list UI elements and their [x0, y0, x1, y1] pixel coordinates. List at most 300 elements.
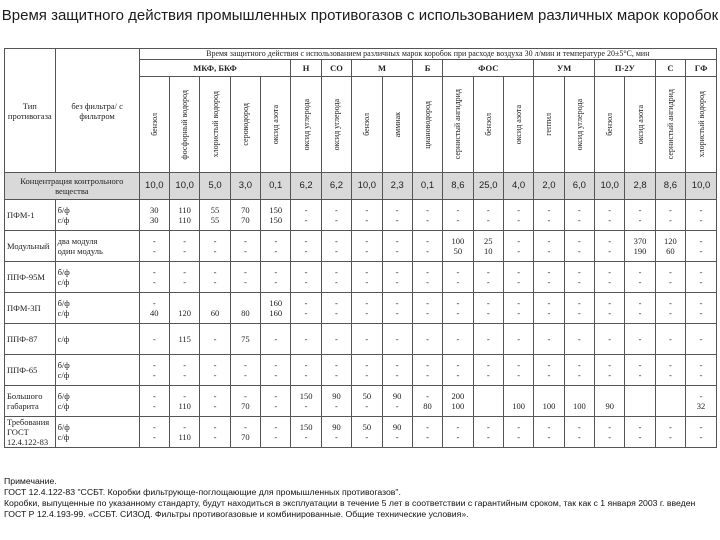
cell-value: 50 [362, 422, 372, 432]
table-cell [655, 293, 685, 324]
table-cell [230, 262, 260, 293]
cell-value [231, 298, 260, 308]
table-cell [169, 262, 199, 293]
cell-value: - [213, 401, 217, 411]
cell-value: 60 [666, 246, 675, 256]
cell-value: - [608, 334, 612, 344]
cell-value: - [183, 267, 187, 277]
table-cell [473, 386, 503, 417]
cell-value: - [152, 334, 156, 344]
cell-value: - [608, 215, 612, 225]
cell-value: - [699, 391, 703, 401]
table-cell [382, 386, 412, 417]
cell-value: - [486, 298, 490, 308]
table-cell [352, 200, 382, 231]
cell-value [504, 391, 533, 401]
table-cell [595, 355, 625, 386]
substance-label: хлористый водород [696, 91, 706, 158]
cell-value: 190 [633, 246, 647, 256]
cell-value: - [456, 277, 460, 287]
cell-value: - [243, 391, 247, 401]
cell-value: - [699, 370, 703, 380]
cell-value: - [304, 267, 308, 277]
cell-value: - [335, 215, 338, 225]
substance-label: сернистый ангидрид [665, 89, 675, 160]
cell-value: 160 [269, 308, 283, 318]
table-cell [473, 231, 503, 262]
cell-value: 110 [178, 215, 191, 225]
table-cell [412, 231, 442, 262]
cell-value: - [547, 370, 551, 380]
table-cell [595, 262, 625, 293]
row-filter [55, 386, 139, 417]
cell-value: - [456, 432, 460, 442]
table-cell [352, 262, 382, 293]
table-row [5, 324, 717, 355]
cell-value: - [517, 215, 521, 225]
filter-line: б/ф [57, 267, 70, 277]
cell-value: - [517, 308, 521, 318]
cell-value: - [426, 308, 429, 318]
table-cell [169, 386, 199, 417]
filter-line: б/ф [57, 360, 70, 370]
table-cell [382, 293, 412, 324]
cell-value: - [486, 215, 490, 225]
concentration-value: 10,0 [686, 173, 717, 200]
cell-value: - [274, 370, 278, 380]
cell-value: - [608, 246, 612, 256]
substance-header [473, 77, 503, 173]
cell-value: - [699, 298, 703, 308]
cell-value: - [243, 360, 247, 370]
row-filter [55, 293, 139, 324]
cell-value: - [335, 246, 338, 256]
cell-value: - [274, 267, 278, 277]
cell-value: - [365, 236, 369, 246]
cell-value: - [213, 267, 217, 277]
cell-value: - [426, 432, 429, 442]
cell-value: - [547, 298, 551, 308]
concentration-value: 0,1 [412, 173, 442, 200]
table-cell [503, 200, 533, 231]
cell-value: - [668, 298, 672, 308]
substance-label: циановодород [423, 100, 433, 149]
table-cell [473, 262, 503, 293]
table-cell [534, 200, 564, 231]
table-cell [564, 324, 594, 355]
table-cell [534, 262, 564, 293]
row-filter [55, 200, 139, 231]
cell-value: - [668, 308, 672, 318]
cell-value: - [183, 391, 187, 401]
cell-value: 120 [664, 236, 677, 246]
cell-value: 110 [178, 432, 191, 442]
table-cell [352, 386, 382, 417]
table-cell [595, 324, 625, 355]
cell-value: - [668, 205, 672, 215]
cell-value: - [395, 267, 399, 277]
table-cell [200, 200, 230, 231]
cell-value: 10 [484, 246, 493, 256]
group-header: ФОС [443, 60, 534, 77]
table-cell [595, 293, 625, 324]
cell-value: - [365, 401, 369, 411]
cell-value: - [486, 267, 490, 277]
cell-value: - [668, 432, 672, 442]
cell-value: - [304, 334, 308, 344]
cell-value: - [547, 308, 551, 318]
table-cell [230, 417, 260, 448]
cell-value: - [183, 277, 187, 287]
substance-header [139, 77, 169, 173]
cell-value: - [365, 432, 369, 442]
table-cell [321, 386, 351, 417]
cell-value: - [183, 360, 187, 370]
table-cell [352, 293, 382, 324]
cell-value: - [638, 205, 642, 215]
table-row [5, 386, 717, 417]
cell-value: - [213, 370, 217, 380]
row-type: ППФ-95М [5, 262, 56, 293]
cell-value: - [274, 334, 278, 344]
concentration-value: 0,1 [261, 173, 291, 200]
substance-header [169, 77, 199, 173]
table-cell [534, 417, 564, 448]
cell-value: 70 [241, 401, 250, 411]
cell-value: - [577, 360, 581, 370]
cell-value: 150 [299, 422, 313, 432]
cell-value: - [304, 205, 308, 215]
substance-header [291, 77, 321, 173]
table-cell [382, 355, 412, 386]
table-cell [625, 293, 655, 324]
cell-value: - [517, 205, 521, 215]
cell-value: - [699, 215, 703, 225]
group-header: СО [321, 60, 351, 77]
table-cell [595, 231, 625, 262]
cell-value: 150 [299, 391, 313, 401]
table-cell [503, 231, 533, 262]
filter-line: с/ф [57, 334, 70, 344]
substance-label: гептил [544, 113, 554, 136]
substance-header [564, 77, 594, 173]
cell-value [565, 391, 594, 401]
cell-value: - [699, 267, 703, 277]
cell-value: - [274, 391, 278, 401]
table-cell [352, 231, 382, 262]
substance-label: бензол [483, 113, 493, 136]
cell-value: - [335, 432, 338, 442]
substance-header [443, 77, 473, 173]
cell-value: - [183, 236, 187, 246]
cell-value: - [517, 422, 521, 432]
substance-header [412, 77, 442, 173]
cell-value: - [699, 205, 703, 215]
row-filter [55, 417, 139, 448]
cell-value: 100 [572, 401, 586, 411]
cell-value: - [183, 422, 187, 432]
cell-value: - [638, 308, 642, 318]
cell-value: - [517, 277, 521, 287]
cell-value: - [152, 360, 156, 370]
cell-value: - [608, 298, 612, 308]
table-cell [261, 200, 291, 231]
cell-value: - [335, 370, 338, 380]
cell-value: - [395, 236, 399, 246]
cell-value: - [577, 205, 581, 215]
cell-value: 200 [451, 391, 465, 401]
table-cell [655, 417, 685, 448]
filter-line: с/ф [57, 308, 70, 318]
substance-label: оксид углерода [574, 98, 584, 151]
cell-value: - [577, 277, 581, 287]
table-cell [291, 324, 321, 355]
table-cell [382, 200, 412, 231]
cell-value: - [486, 308, 490, 318]
cell-value: - [365, 334, 369, 344]
filter-line: два модуля [57, 236, 98, 246]
table-cell [534, 293, 564, 324]
table-cell [625, 262, 655, 293]
cell-value: - [365, 246, 369, 256]
cell-value: - [395, 298, 399, 308]
cell-value: - [426, 236, 429, 246]
filter-line: один модуль [57, 246, 103, 256]
cell-value: - [152, 391, 156, 401]
cell-value: - [456, 360, 460, 370]
substance-label: бензол [362, 113, 372, 136]
row-type: ППФ-65 [5, 355, 56, 386]
substance-header [534, 77, 564, 173]
note-line-0: Примечание. [4, 476, 57, 486]
concentration-row [5, 173, 717, 200]
table-cell [352, 417, 382, 448]
concentration-label: Концентрация контрольного вещества [5, 173, 140, 200]
table-cell [625, 386, 655, 417]
group-header: ГФ [686, 60, 717, 77]
cell-value: 50 [453, 246, 463, 256]
table-cell [261, 293, 291, 324]
cell-value: - [638, 277, 642, 287]
table-cell [564, 417, 594, 448]
concentration-value: 2,8 [625, 173, 655, 200]
cell-value: - [517, 236, 521, 246]
cell-value [534, 391, 563, 401]
table-cell [443, 386, 473, 417]
cell-value: - [395, 370, 399, 380]
cell-value: - [304, 308, 308, 318]
table-cell [139, 417, 169, 448]
cell-value: - [456, 422, 460, 432]
cell-value: - [699, 246, 703, 256]
substance-label: оксид азота [271, 104, 281, 145]
concentration-value: 6,0 [564, 173, 594, 200]
substance-label: фосфорный водород [180, 89, 190, 160]
table-cell [291, 386, 321, 417]
table-cell [200, 324, 230, 355]
concentration-value: 4,0 [503, 173, 533, 200]
cell-value: - [547, 277, 551, 287]
cell-value: - [335, 401, 338, 411]
cell-value: - [577, 308, 581, 318]
substance-label: сероводород [240, 103, 250, 146]
table-cell [291, 417, 321, 448]
cell-value: - [426, 215, 429, 225]
group-header: С [655, 60, 685, 77]
cell-value: 100 [451, 401, 465, 411]
row-type: ПФМ-1 [5, 200, 56, 231]
table-cell [261, 417, 291, 448]
cell-value: - [547, 215, 551, 225]
table-cell [321, 324, 351, 355]
table-cell [655, 355, 685, 386]
cell-value: - [608, 205, 612, 215]
table-cell [655, 200, 685, 231]
table-cell [200, 417, 230, 448]
table-row [5, 231, 717, 262]
cell-value: - [608, 370, 612, 380]
cell-value: 90 [392, 391, 402, 401]
cell-value: - [456, 334, 460, 344]
cell-value: - [668, 277, 672, 287]
cell-value: - [395, 205, 399, 215]
table-cell [139, 293, 169, 324]
table-cell [503, 324, 533, 355]
table-cell [261, 355, 291, 386]
table-cell [230, 293, 260, 324]
table-cell [625, 200, 655, 231]
cell-value: - [456, 205, 460, 215]
filter-line: с/ф [57, 432, 70, 442]
cell-value: - [577, 267, 581, 277]
cell-value: 80 [423, 401, 432, 411]
table-cell [473, 293, 503, 324]
concentration-value: 8,6 [655, 173, 685, 200]
table-cell [443, 231, 473, 262]
concentration-value: 10,0 [169, 173, 199, 200]
filter-line: б/ф [57, 391, 70, 401]
table-cell [169, 200, 199, 231]
cell-value: - [577, 370, 581, 380]
cell-value: - [243, 246, 247, 256]
table-cell [321, 355, 351, 386]
filter-line: б/ф [57, 422, 70, 432]
table-cell [686, 355, 717, 386]
table-cell [443, 200, 473, 231]
cell-value: - [547, 360, 551, 370]
cell-value: - [274, 246, 278, 256]
cell-value: - [335, 334, 338, 344]
table-cell [230, 355, 260, 386]
table-cell [564, 262, 594, 293]
cell-value: 370 [633, 236, 647, 246]
substance-label: оксид углерода [301, 98, 311, 151]
cell-value: 75 [241, 334, 250, 344]
concentration-value: 2,3 [382, 173, 412, 200]
table-cell [169, 324, 199, 355]
table-cell [686, 417, 717, 448]
note [4, 476, 716, 520]
cell-value: - [608, 422, 612, 432]
cell-value: - [608, 267, 612, 277]
cell-value: 90 [332, 391, 341, 401]
table-cell [503, 262, 533, 293]
table-cell [321, 293, 351, 324]
cell-value: - [365, 215, 369, 225]
cell-value: - [668, 370, 672, 380]
cell-value: - [304, 215, 308, 225]
cell-value: - [608, 432, 612, 442]
cell-value: - [365, 370, 369, 380]
cell-value: 60 [210, 308, 220, 318]
substance-label: оксид азота [514, 104, 524, 145]
table-cell [412, 386, 442, 417]
cell-value: - [668, 422, 672, 432]
table-cell [473, 324, 503, 355]
table-cell [382, 324, 412, 355]
group-header: Н [291, 60, 321, 77]
table-cell [443, 324, 473, 355]
header-type: Тип противогаза [5, 49, 56, 173]
cell-value: - [304, 246, 308, 256]
cell-value: - [335, 277, 338, 287]
concentration-value: 25,0 [473, 173, 503, 200]
concentration-value: 10,0 [139, 173, 169, 200]
cell-value: 70 [241, 432, 250, 442]
filter-line: с/ф [57, 370, 70, 380]
cell-value: - [365, 205, 369, 215]
cell-value: - [456, 370, 460, 380]
cell-value: - [638, 215, 642, 225]
cell-value: - [638, 370, 642, 380]
cell-value: 150 [269, 215, 283, 225]
cell-value: - [365, 267, 369, 277]
table-cell [473, 355, 503, 386]
cell-value [474, 401, 503, 411]
table-cell [443, 293, 473, 324]
table-cell [686, 324, 717, 355]
table-cell [412, 355, 442, 386]
table-cell [200, 293, 230, 324]
cell-value: - [152, 267, 156, 277]
cell-value: - [426, 422, 429, 432]
cell-value: - [274, 422, 278, 432]
cell-value: - [365, 360, 369, 370]
cell-value: - [304, 360, 308, 370]
table-cell [321, 231, 351, 262]
cell-value: 70 [241, 205, 250, 215]
note-line-2: Коробки, выпущенные по указанному стандарту, будут находиться в эксплуатации в течение 5 лет в соответствии с гарантийным сроком, так как с 1 января 2003 г. введен ГОСТ Р 12.4.193-99. «ССБТ. СИЗОД. Фильтры противогазовые и комбинированные. Общие технические условия». [4, 498, 696, 519]
cell-value: 30 [150, 205, 159, 215]
table-cell [230, 200, 260, 231]
note-line-1: ГОСТ 12.4.122-83 "ССБТ. Коробки фильтрующе-поглощающие для промышленных противогазов". [4, 487, 401, 497]
table-cell [503, 417, 533, 448]
table-cell [503, 386, 533, 417]
table-cell [382, 262, 412, 293]
substance-header [321, 77, 351, 173]
table-cell [412, 200, 442, 231]
substance-header [655, 77, 685, 173]
cell-value: - [547, 334, 551, 344]
filter-line: б/ф [57, 205, 70, 215]
table-cell [564, 386, 594, 417]
page-title: Время защитного действия промышленных противогазов с использованием различных марок коробок [1, 7, 719, 24]
cell-value: - [638, 432, 642, 442]
substance-header [625, 77, 655, 173]
table-cell [655, 386, 685, 417]
cell-value: - [243, 236, 247, 246]
table-cell [291, 200, 321, 231]
